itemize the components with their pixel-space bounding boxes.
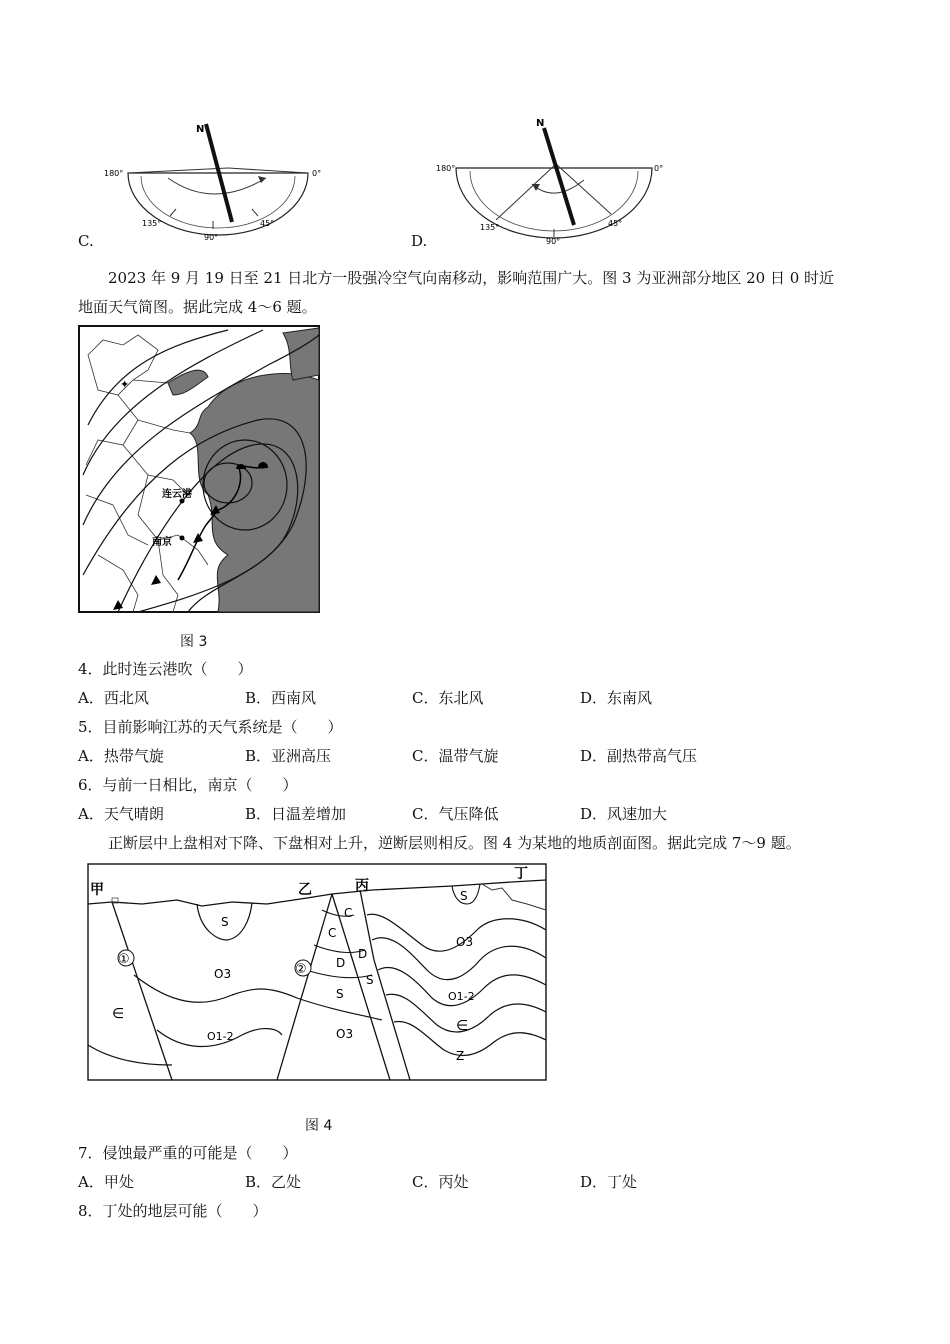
question-5-option-b[interactable]: B．亚洲高压 [245,747,332,765]
question-7-option-d[interactable]: D．丁处 [580,1173,638,1191]
compass-c-0: 0° [312,169,322,178]
layer-S-mid: S [336,987,344,1001]
question-4-option-b[interactable]: B．西南风 [245,689,317,707]
question-5-option-d[interactable]: D．副热带高气压 [580,747,698,765]
compass-d-135: 135° [480,223,500,232]
question-4-option-a[interactable]: A．西北风 [78,689,149,707]
question-6-option-b[interactable]: B．日温差增加 [245,805,347,823]
question-4-option-d[interactable]: D．东南风 [580,689,653,707]
compass-c-135: 135° [142,219,162,228]
question-5-option-a[interactable]: A．热带气旋 [78,747,164,765]
layer-O12-right: O1-2 [448,990,475,1003]
option-c-compass [78,110,338,250]
compass-c-45: 45° [260,219,275,228]
question-7-option-c[interactable]: C．丙处 [412,1173,469,1191]
passage-geology [78,829,878,858]
layer-S-top-left: S [221,915,229,929]
capital-star-icon: ✦ [120,378,130,391]
compass-c-180: 180° [104,169,124,178]
figure-3-weather-map [78,325,320,613]
layer-O3-right: O3 [456,935,474,949]
question-6-stem: 6．与前一日相比，南京（ ） [78,776,298,794]
question-7-option-a[interactable]: A．甲处 [78,1173,134,1191]
passage-weather [78,264,878,322]
option-c-letter: C. [78,232,94,250]
option-d-letter: D. [411,232,428,250]
layer-E-left: ∈ [112,1006,125,1022]
compass-d-0: 0° [654,164,664,173]
question-6-option-a[interactable]: A．天气晴朗 [78,805,164,823]
question-6-option-d[interactable]: D．风速加大 [580,805,668,823]
fault-2-label: ② [295,962,307,977]
passage-weather-line1: 2023 年 9 月 19 日至 21 日北方一股强冷空气向南移动，影响范围广大。图 3 为亚洲部分地区 20 日 0 时近 [108,269,835,287]
question-5-option-c[interactable]: C．温带气旋 [412,747,499,765]
compass-d-90: 90° [546,237,561,245]
option-d-compass [411,110,681,250]
geologic-section-svg [82,860,552,1085]
layer-D-1: D [358,947,368,961]
site-bing-label: 丙 [355,878,369,894]
question-7-option-b[interactable]: B．乙处 [245,1173,302,1191]
layer-O3-left: O3 [214,967,232,981]
layer-O12-left: O1-2 [207,1030,234,1043]
layer-S-top-right: S [460,889,468,903]
compass-c-90: 90° [204,233,219,242]
layer-C-1: C [344,906,353,920]
compass-d-45: 45° [608,219,623,228]
passage-weather-line2: 地面天气简图。据此完成 4～6 题。 [78,298,317,316]
layer-Z-right: Z [456,1049,465,1063]
compass-c-north: N [196,124,205,135]
layer-S-fault: S [366,973,374,987]
weather-map-svg [78,325,320,613]
layer-D-2: D [336,956,346,970]
question-6-option-c[interactable]: C．气压降低 [412,805,499,823]
compass-d-north: N [536,118,545,129]
compass-d-180: 180° [436,164,456,173]
figure-3-caption: 图 3 [180,634,208,650]
question-4-stem: 4．此时连云港吹（ ） [78,660,253,678]
passage-geology-line1: 正断层中上盘相对下降、下盘相对上升，逆断层则相反。图 4 为某地的地质剖面图。据此完成 7～9 题。 [108,834,801,852]
fault-1-label: ① [118,952,130,967]
site-jia-label: 甲 [90,882,104,898]
layer-E-right: ∈ [456,1018,469,1034]
question-7-stem: 7．侵蚀最严重的可能是（ ） [78,1144,298,1162]
label-nanjing: 南京 [152,537,172,548]
question-5-stem: 5．目前影响江苏的天气系统是（ ） [78,718,343,736]
option-d-compass-diagram [436,110,676,245]
site-yi-label: 乙 [298,882,312,898]
figure-4-geologic-section [82,860,552,1085]
site-ding-label: 丁 [514,866,528,882]
figure-4-caption: 图 4 [305,1118,333,1134]
option-c-compass-diagram [98,110,338,245]
question-4-option-c[interactable]: C．东北风 [412,689,484,707]
question-8-stem: 8．丁处的地层可能（ ） [78,1202,268,1220]
layer-O3-mid: O3 [336,1027,354,1041]
layer-C-2: C [328,926,337,940]
label-lianyungang: 连云港 [162,489,192,500]
